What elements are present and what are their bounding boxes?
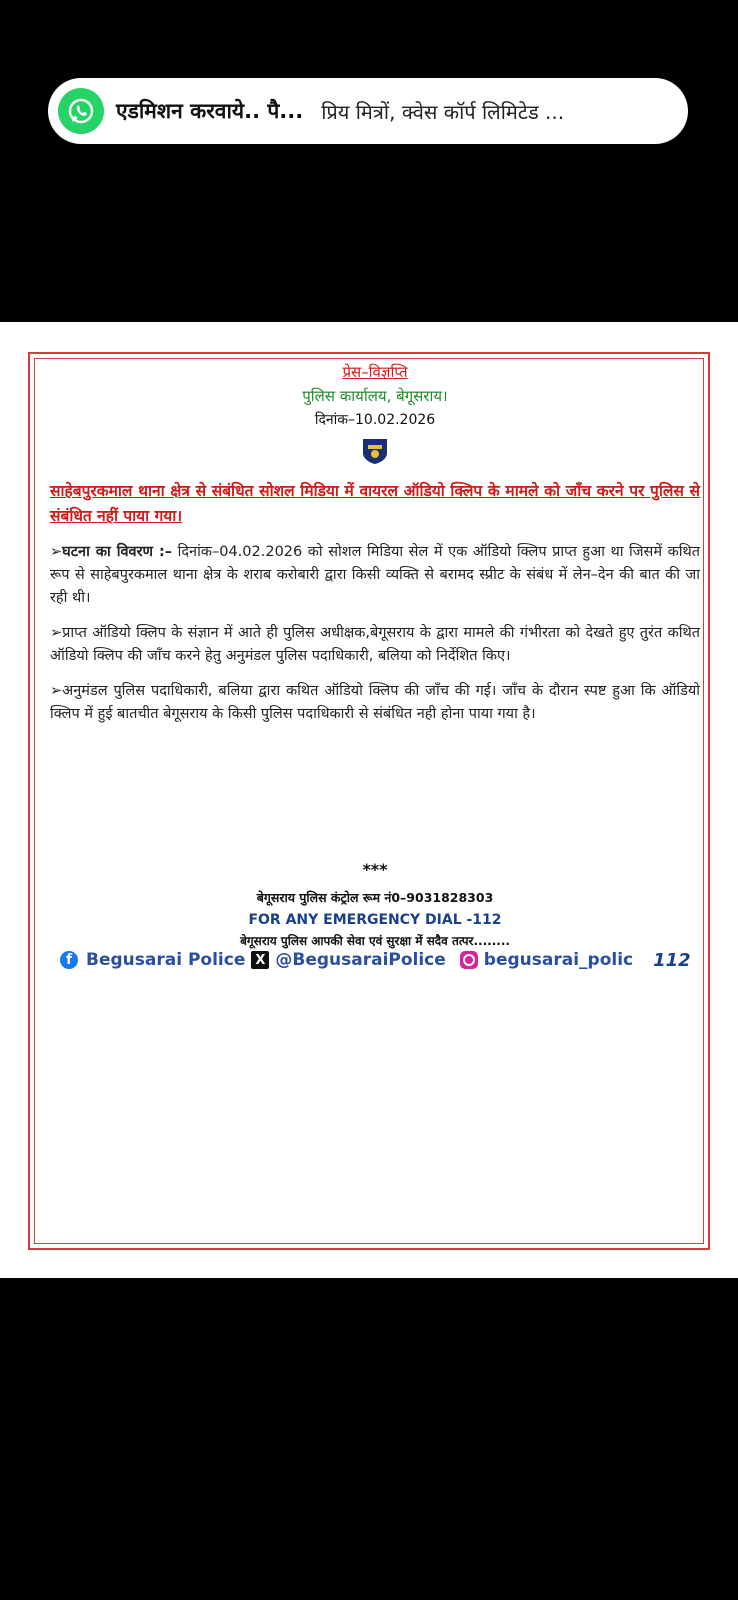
action-text: प्राप्त ऑडियो क्लिप के संज्ञान में आते ही पुलिस अधीक्षक,बेगूसराय के द्वारा मामले की गंभीरता को देखते हुए तुरंत कथित ऑडियो क्लिप की जाँच करने हेतु अनुमंडल पुलिस पदाधिकारी, बलिया को निर्देशित किए। (50, 625, 700, 664)
tagline: बेगूसराय पुलिस आपकी सेवा एवं सुरक्षा में सदैव तत्पर........ (240, 934, 510, 948)
instagram-icon (460, 951, 478, 969)
instagram-handle: begusarai_polic (483, 950, 634, 970)
facebook-handle: Begusarai Police (86, 950, 246, 970)
x-icon: X (251, 951, 269, 969)
bullet-arrow-icon: ➢ (50, 625, 63, 641)
facebook-icon: f (60, 951, 78, 969)
notification-title: एडमिशन करवाये.. पै... (116, 99, 304, 123)
document-header (50, 362, 700, 465)
paragraph-result (50, 680, 700, 726)
paragraph-incident (50, 541, 700, 610)
press-release-image[interactable] (0, 322, 738, 1278)
x-handle: @BegusaraiPolice (275, 950, 446, 970)
police-emblem-icon (360, 437, 390, 465)
incident-text: दिनांक–04.02.2026 को सोशल मिडिया सेल में एक ऑडियो क्लिप प्राप्त हुआ था जिसमें कथित रूप से साहेबपुरकमाल थाना क्षेत्र के शराब करोबारी द्वारा किसी व्यक्ति से बरामद स्प्रीट के संबंध में लेन–देन की बात की जा रही थी। (50, 544, 700, 606)
emergency-line: FOR ANY EMERGENCY DIAL -112 (248, 912, 502, 928)
incident-lead: घटना का विवरण :– (62, 544, 173, 560)
whatsapp-icon (58, 88, 104, 134)
document-footer (50, 860, 700, 949)
release-date: दिनांक–10.02.2026 (314, 412, 436, 428)
bullet-arrow-icon: ➢ (50, 544, 63, 560)
notification-preview: प्रिय मित्रों, क्वेस कॉर्प लिमिटेड ... (321, 99, 565, 124)
dial-112-logo: 112 (653, 949, 691, 971)
headline: साहेबपुरकमाल थाना क्षेत्र से संबंधित सोशल मिडिया में वायरल ऑडियो क्लिप के मामले को जाँच करने पर पुलिस से संबंधित नहीं पाया गया। (50, 482, 700, 525)
whatsapp-notification[interactable] (48, 78, 688, 144)
document-content (50, 358, 700, 971)
separator-stars: *** (362, 860, 388, 879)
office-name: पुलिस कार्यालय, बेगूसराय। (302, 387, 448, 405)
paragraph-action (50, 622, 700, 668)
bullet-arrow-icon: ➢ (50, 683, 63, 699)
press-release-label: प्रेस–विज्ञप्ति (342, 363, 408, 381)
social-links (60, 946, 700, 974)
control-room-number: बेगूसराय पुलिस कंट्रोल रूम नं0–9031828303 (256, 890, 494, 905)
result-text: अनुमंडल पुलिस पदाधिकारी, बलिया द्वारा कथित ऑडियो क्लिप की जाँच की गई। जाँच के दौरान स्पष्ट हुआ कि ऑडियो क्लिप में हुई बातचीत बेगूसराय के किसी पुलिस पदाधिकारी से संबंधित नही होना पाया गया है। (50, 683, 700, 722)
